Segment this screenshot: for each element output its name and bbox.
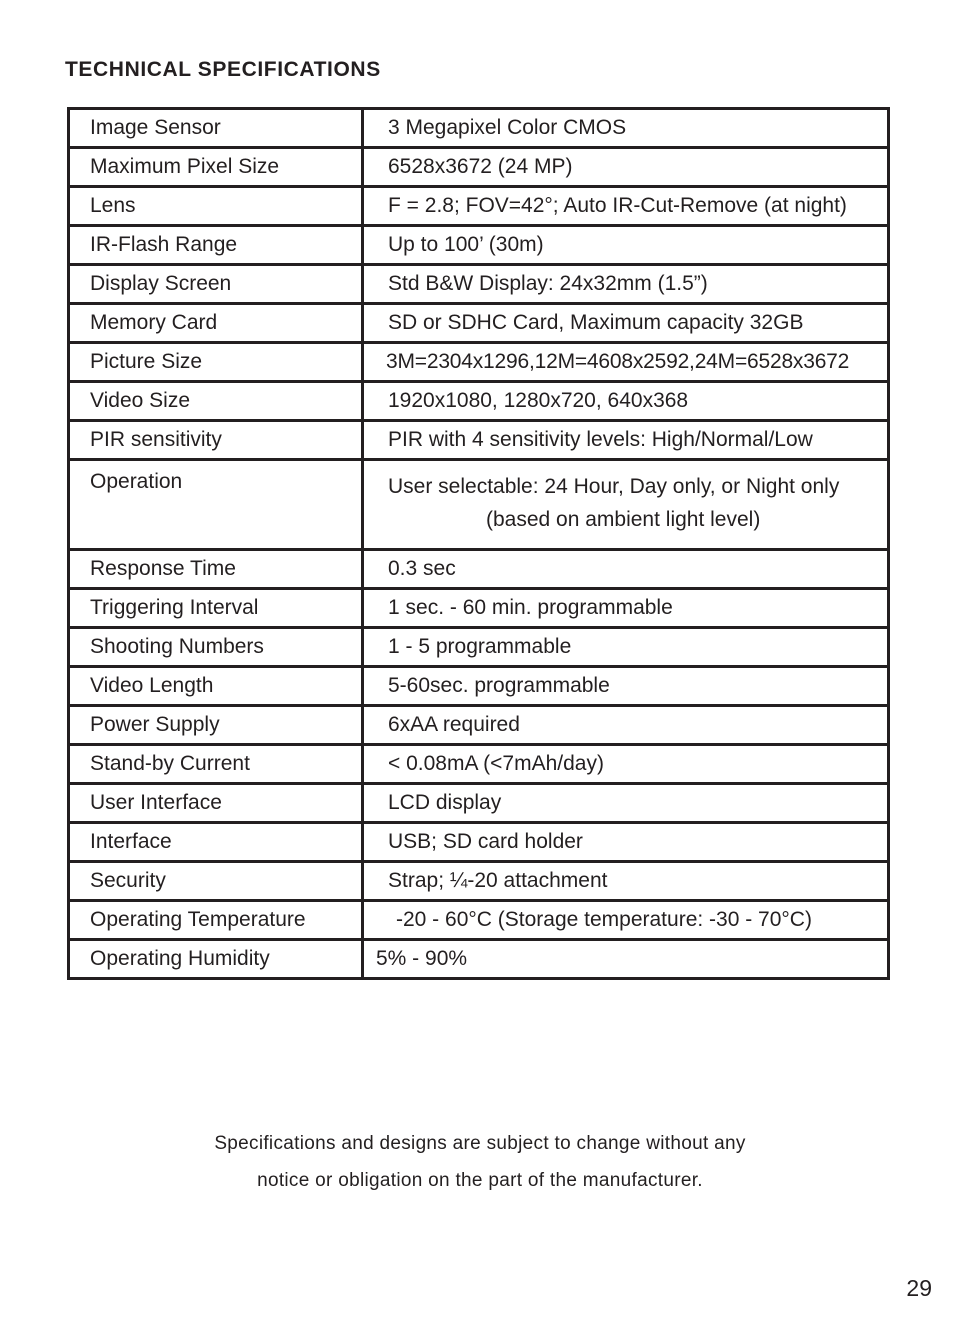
table-row (69, 901, 889, 940)
table-row (69, 460, 889, 550)
spec-label: Memory Card (69, 304, 363, 343)
spec-label: Operating Humidity (69, 940, 363, 979)
table-row (69, 265, 889, 304)
table-row (69, 667, 889, 706)
spec-value-multiline (363, 460, 889, 550)
spec-value: 0.3 sec (363, 550, 889, 589)
footnote-line-2: notice or obligation on the part of the manufacturer. (257, 1170, 703, 1191)
spec-label: Security (69, 862, 363, 901)
spec-value: 6xAA required (363, 706, 889, 745)
spec-value: 3 Megapixel Color CMOS (363, 109, 889, 148)
spec-value-note: (based on ambient light level) (486, 508, 761, 531)
table-row (69, 109, 889, 148)
spec-value: User selectable: 24 Hour, Day only, or Night only (388, 475, 840, 498)
footnote-line-1: Specifications and designs are subject to change without any (214, 1133, 746, 1154)
table-row (69, 187, 889, 226)
spec-value: 5-60sec. programmable (363, 667, 889, 706)
spec-value: SD or SDHC Card, Maximum capacity 32GB (363, 304, 889, 343)
spec-label: Operating Temperature (69, 901, 363, 940)
spec-label: Shooting Numbers (69, 628, 363, 667)
spec-value: PIR with 4 sensitivity levels: High/Normal/Low (363, 421, 889, 460)
spec-label: Display Screen (69, 265, 363, 304)
spec-value: Strap; ¼-20 attachment (363, 862, 889, 901)
spec-label: IR-Flash Range (69, 226, 363, 265)
table-row (69, 940, 889, 979)
spec-value: Std B&W Display: 24x32mm (1.5”) (363, 265, 889, 304)
table-row (69, 628, 889, 667)
spec-value: USB; SD card holder (363, 823, 889, 862)
spec-label: Video Length (69, 667, 363, 706)
table-row (69, 148, 889, 187)
spec-label: PIR sensitivity (69, 421, 363, 460)
spec-label: Image Sensor (69, 109, 363, 148)
spec-label: Video Size (69, 382, 363, 421)
spec-value: 1 sec. - 60 min. programmable (363, 589, 889, 628)
page-number: 29 (906, 1275, 932, 1301)
table-row (69, 550, 889, 589)
spec-label: Power Supply (69, 706, 363, 745)
spec-label: Maximum Pixel Size (69, 148, 363, 187)
page-title: TECHNICAL SPECIFICATIONS (65, 58, 381, 81)
spec-label: Lens (69, 187, 363, 226)
table-row (69, 226, 889, 265)
spec-value: Up to 100’ (30m) (363, 226, 889, 265)
spec-value: LCD display (363, 784, 889, 823)
table-row (69, 382, 889, 421)
table-row (69, 784, 889, 823)
table-row (69, 862, 889, 901)
spec-value: F = 2.8; FOV=42°; Auto IR-Cut-Remove (at night) (363, 187, 889, 226)
spec-value: 3M=2304x1296,12M=4608x2592,24M=6528x3672 (363, 343, 889, 382)
table-row (69, 823, 889, 862)
table-row (69, 343, 889, 382)
table-row (69, 745, 889, 784)
spec-label: Response Time (69, 550, 363, 589)
spec-value: 6528x3672 (24 MP) (363, 148, 889, 187)
spec-label: Stand-by Current (69, 745, 363, 784)
spec-label: Picture Size (69, 343, 363, 382)
spec-value: < 0.08mA (<7mAh/day) (363, 745, 889, 784)
spec-table (67, 107, 890, 980)
spec-label: Triggering Interval (69, 589, 363, 628)
table-row (69, 421, 889, 460)
spec-label: Operation (69, 460, 363, 550)
spec-value: 1 - 5 programmable (363, 628, 889, 667)
table-row (69, 589, 889, 628)
spec-label: User Interface (69, 784, 363, 823)
spec-value: 5% - 90% (363, 940, 889, 979)
spec-value: -20 - 60°C (Storage temperature: -30 - 70°C) (363, 901, 889, 940)
table-row (69, 706, 889, 745)
spec-label: Interface (69, 823, 363, 862)
table-row (69, 304, 889, 343)
spec-value: 1920x1080, 1280x720, 640x368 (363, 382, 889, 421)
